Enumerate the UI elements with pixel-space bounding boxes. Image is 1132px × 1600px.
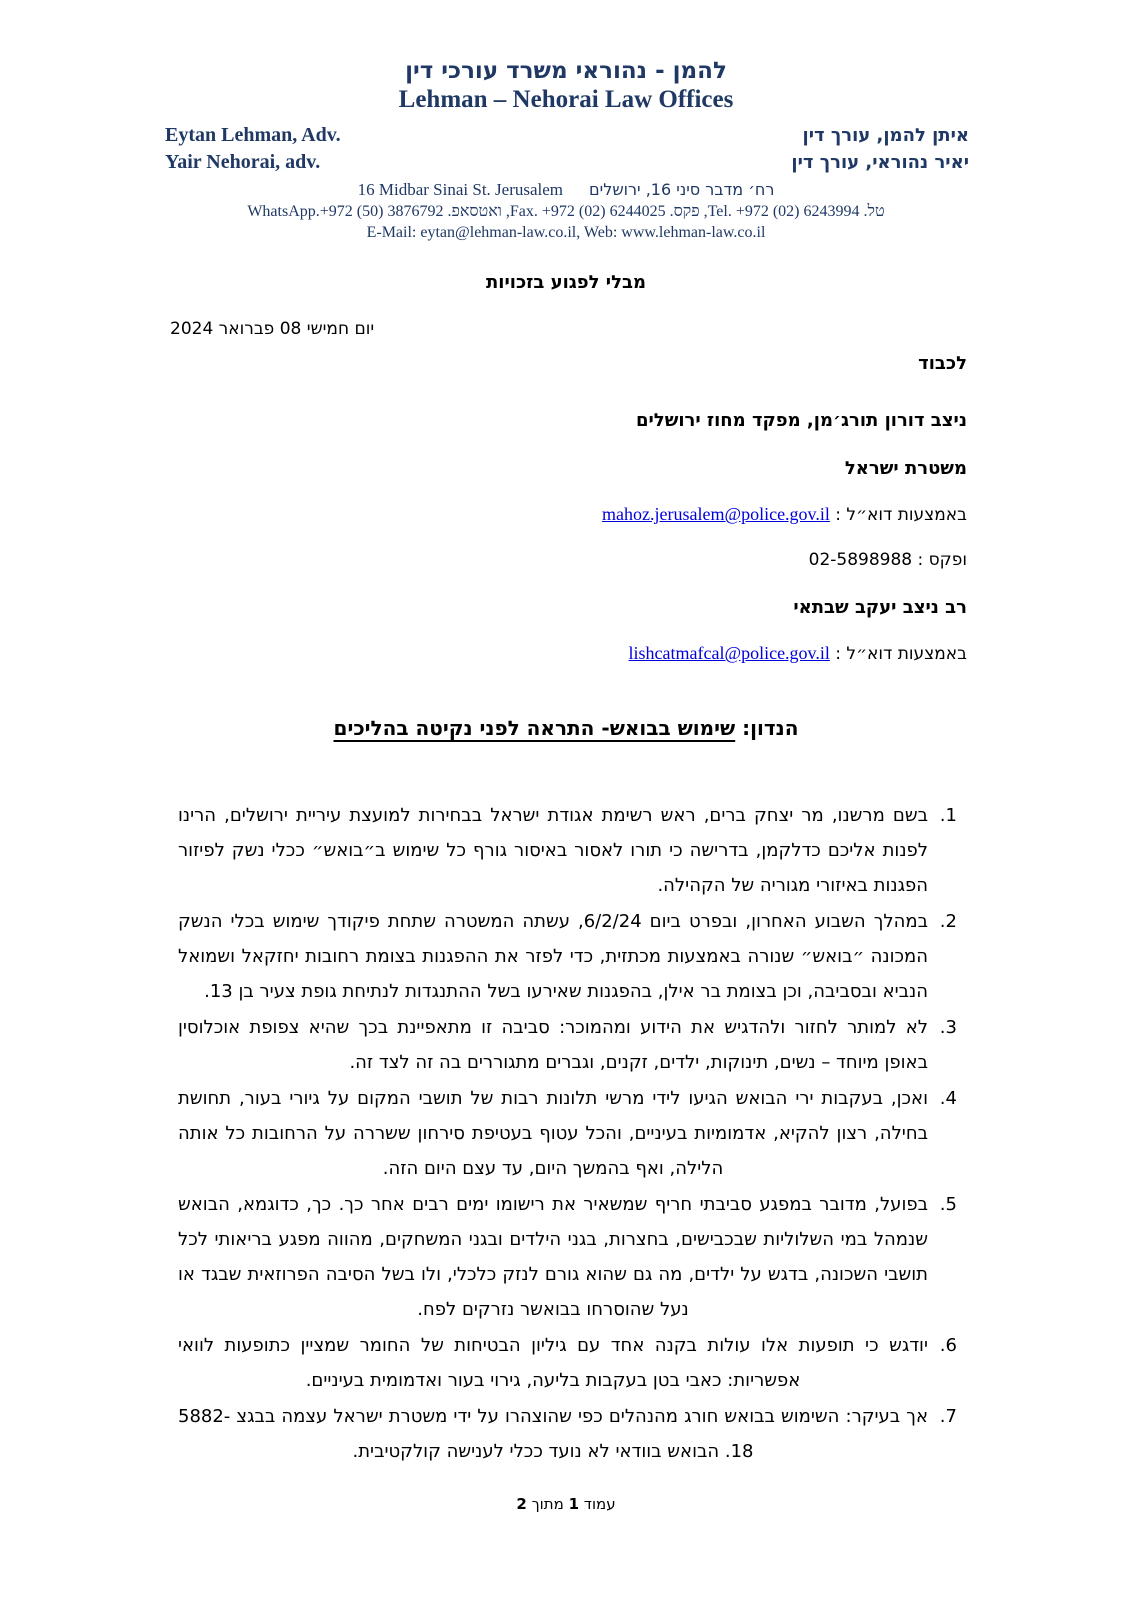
attorney-names-row — [0, 122, 1132, 176]
body-paragraph-3: 3. לא למותר לחזור ולהדגיש את הידוע ומהמוכר: סביבה זו מתאפיינת בכך שהיא צפופת אוכלוסין באופן מיוחד – נשים, תינוקות, ילדים, זקנים, וגברים מתגוררים בה זה לצד זה. — [178, 1010, 934, 1080]
email-web-line: E-Mail: eytan@lehman-law.co.il, Web: www.lehman-law.co.il — [366, 224, 766, 241]
attorney-name-en-1: Eytan Lehman, Adv. — [165, 124, 341, 146]
subject-text: שימוש בבואש- התראה לפני נקיטה בהליכים — [333, 716, 736, 740]
email-row-2 — [165, 643, 967, 664]
body-paragraph-list — [0, 798, 1132, 1469]
recipient-email-link-1[interactable]: mahoz.jerusalem@police.gov.il — [602, 504, 830, 524]
attorney-name-he-2: יאיר נהוראי, עורך דין — [791, 152, 969, 173]
without-prejudice-notice: מבלי לפגוע בזכויות — [486, 272, 646, 293]
footer-word-page: עמוד — [583, 1495, 616, 1513]
recipient-block — [0, 353, 1132, 664]
footer-word-of: מתוך — [531, 1495, 564, 1513]
letter-date: יום חמישי 08 פברואר 2024 — [170, 319, 375, 339]
recipient-name-1: ניצב דורון תורג׳מן, מפקד מחוז ירושלים — [635, 410, 967, 431]
office-address-line — [0, 180, 1132, 200]
firm-title-english: Lehman – Nehorai Law Offices — [398, 86, 734, 113]
body-paragraph-5: 5. בפועל, מדובר במפגע סביבתי חריף שמשאיר את רישומו ימים רבים אחר כך. כך, כדוגמא, הבואש שנמהל במי השלוליות שבכבישים, בחצרות, בגני הילדים ובגני המשחקים, מהווה מפגע בריאותי לכל תושבי השכונה, בדגש על ילדים, מה גם שהוא גורם לנזק כלכלי, ולו בשל הסיבה הפרוזאית שבגד או נעל שהוסרחו בבואשר נזרקים לפח. — [178, 1187, 934, 1327]
body-paragraph-7: 7. אך בעיקר: השימוש בבואש חורג מהנהלים כפי שהוצהרו על ידי משטרת ישראל עצמה בבגצ 5882-18. הבואש בוודאי לא נועד ככלי לענישה קולקטיבית. — [178, 1399, 934, 1469]
email-label-2: באמצעות דוא״ל : — [835, 644, 967, 664]
recipient-email-link-2[interactable]: lishcatmafcal@police.gov.il — [628, 643, 830, 663]
subject-line — [0, 716, 1132, 740]
email-row-1 — [165, 504, 967, 525]
attorney-name-en-2: Yair Nehorai, adv. — [165, 151, 321, 173]
body-paragraph-2: 2. במהלך השבוע האחרון, ובפרט ביום 6/2/24, עשתה המשטרה שתחת פיקודך שימוש בכלי הנשק המכונה ״בואש״ שנורה באמצעות מכתזית, כדי לפזר את ההפגנות בצומת רחובות יחזקאל ושמואל הנביא ובסביבה, וכן בצומת בר אילן, בהפגנות שאירעו בשל ההתנגדות לנתיחת גופת צעיר בן 13. — [178, 904, 934, 1009]
body-paragraph-6: 6. יודגש כי תופעות אלו עולות בקנה אחד עם גיליון הבטיחות של החומר שמציין כתופעות לוואי אפשריות: כאבי בטן בעקבות בליעה, גירוי בעור ואדמומית בעיניים. — [178, 1328, 934, 1398]
email-label-1: באמצעות דוא״ל : — [835, 505, 967, 525]
recipient-org: משטרת ישראל — [844, 458, 967, 479]
office-address-hebrew: רח׳ מדבר סיני 16, ירושלים — [589, 180, 775, 199]
letterhead — [0, 58, 1132, 242]
fax-row: ופקס : 02-5898988 — [808, 550, 967, 570]
firm-title-hebrew: להמן - נהוראי משרד עורכי דין — [405, 58, 727, 84]
office-address-english: 16 Midbar Sinai St. Jerusalem — [357, 180, 564, 199]
page-footer — [0, 1495, 1132, 1513]
body-paragraph-1: 1. בשם מרשנו, מר יצחק ברים, ראש רשימת אגודת ישראל בבחירות למועצת עיריית ירושלים, הרינו לפנות אליכם כדלקמן, בדרישה כי תורו לאסור באיסור גורף כל שימוש ב״בואש״ ככלי נשק לפיזור הפגנות באיזורי מגוריה של הקהילה. — [178, 798, 934, 903]
body-paragraph-4: 4. ואכן, בעקבות ירי הבואש הגיעו לידי מרשי תלונות רבות של תושבי המקום על גיורי בעור, תחושת בחילה, רצון להקיא, אדמומיות בעיניים, והכל עטוף בעטיפת סירחון ששררה על הרחובות כל אותה הלילה, ואף בהמשך היום, עד עצם היום הזה. — [178, 1081, 934, 1186]
attorney-names-english — [165, 122, 341, 176]
attorney-name-he-1: איתן להמן, עורך דין — [802, 125, 969, 146]
footer-total-pages: 2 — [516, 1495, 527, 1513]
attorney-names-hebrew — [791, 122, 969, 176]
recipient-name-2: רב ניצב יעקב שבתאי — [793, 597, 967, 618]
phone-fax-whatsapp-line: טל. Tel. +972 (02) 6243994, פקס. Fax. +972 (02) 6244025, ואטסאפ. WhatsApp.+972 (50) 3876792 — [247, 203, 885, 220]
salutation: לכבוד — [918, 353, 967, 374]
subject-label: הנדון: — [742, 716, 799, 740]
footer-page-number: 1 — [568, 1495, 579, 1513]
